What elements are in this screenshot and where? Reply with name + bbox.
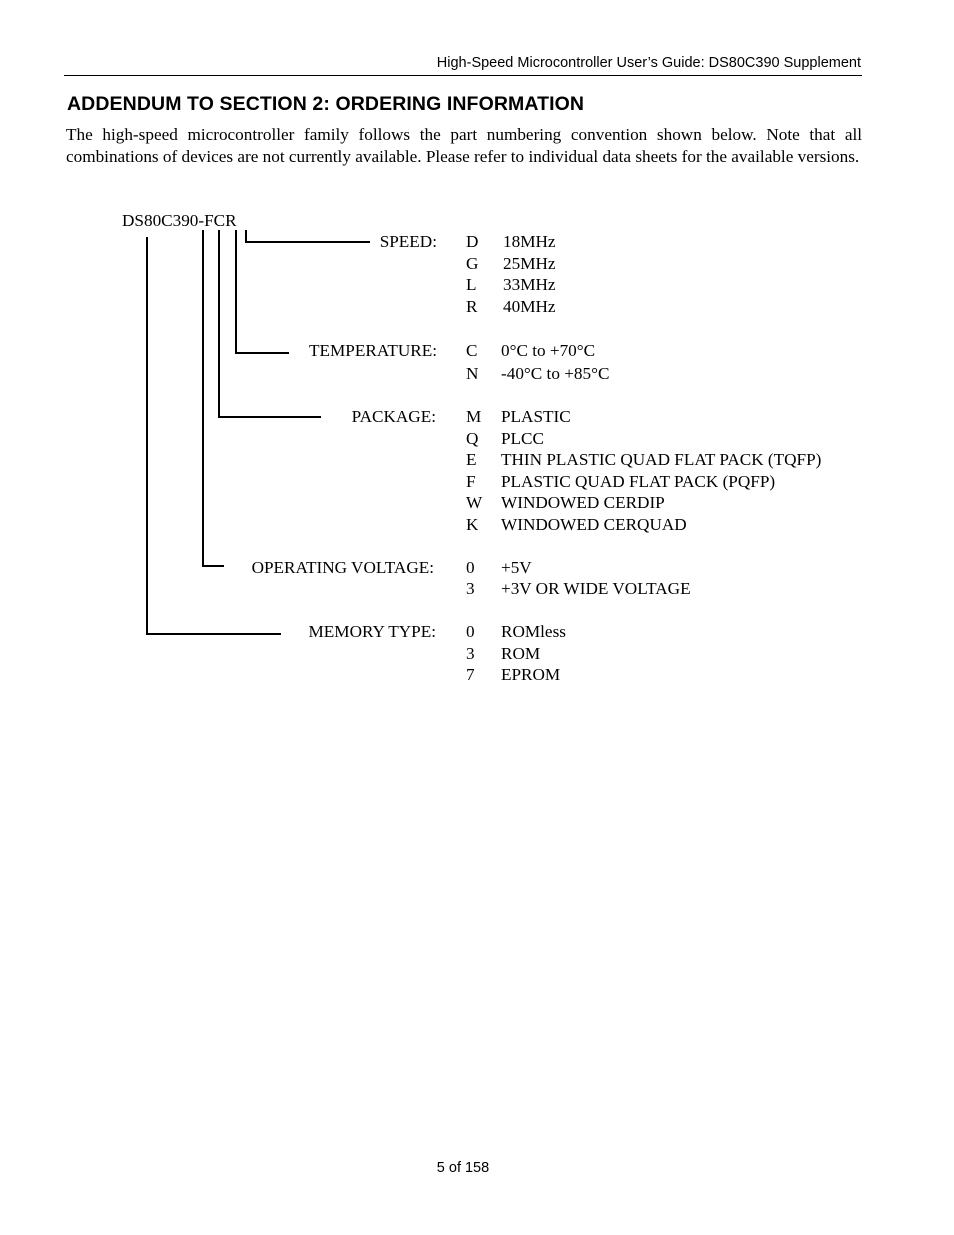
page-number: 5 of 158	[436, 1160, 490, 1176]
option-code: N	[466, 364, 479, 383]
option-desc: PLASTIC	[501, 407, 571, 426]
option-desc: +5V	[501, 558, 532, 577]
option-desc: PLASTIC QUAD FLAT PACK (PQFP)	[501, 472, 776, 491]
header-rule	[64, 75, 862, 76]
option-desc: 25MHz	[503, 254, 556, 273]
part-number: DS80C390-FCR	[122, 211, 237, 230]
option-desc: PLCC	[501, 429, 544, 448]
field-label-temperature: TEMPERATURE:	[309, 341, 437, 360]
section-title: ADDENDUM TO SECTION 2: ORDERING INFORMATION	[67, 93, 585, 115]
option-code: 0	[466, 622, 475, 641]
option-code: 7	[466, 665, 475, 684]
option-desc: WINDOWED CERDIP	[501, 493, 665, 512]
option-desc: -40°C to +85°C	[501, 364, 610, 383]
connector-voltage-vertical	[202, 230, 204, 566]
option-code: 3	[466, 644, 475, 663]
field-label-speed: SPEED:	[379, 232, 437, 251]
option-code: D	[466, 232, 479, 251]
option-code: C	[466, 341, 478, 360]
option-code: R	[466, 297, 478, 316]
option-desc: 33MHz	[503, 275, 556, 294]
option-code: E	[466, 450, 477, 469]
option-desc: 0°C to +70°C	[501, 341, 596, 360]
intro-paragraph: The high-speed microcontroller family follows the part numbering convention shown below. Note that all combinations of devices are not currently available. Please refer to individual data sheets for the available versions.	[66, 125, 862, 166]
option-code: 3	[466, 579, 475, 598]
option-code: K	[466, 515, 479, 534]
option-desc: ROM	[501, 644, 541, 663]
option-desc: EPROM	[501, 665, 561, 684]
option-code: M	[466, 407, 482, 426]
connector-package-vertical	[218, 230, 220, 417]
field-label-operating-voltage: OPERATING VOLTAGE:	[251, 558, 434, 577]
option-desc: THIN PLASTIC QUAD FLAT PACK (TQFP)	[501, 450, 822, 469]
option-code: 0	[466, 558, 475, 577]
option-code: F	[466, 472, 476, 491]
field-label-memory-type: MEMORY TYPE:	[308, 622, 436, 641]
option-desc: 40MHz	[503, 297, 556, 316]
option-desc: +3V OR WIDE VOLTAGE	[501, 579, 691, 598]
option-desc: WINDOWED CERQUAD	[501, 515, 687, 534]
header-title: High-Speed Microcontroller User’s Guide: DS80C390 Supplement	[436, 55, 861, 71]
field-label-package: PACKAGE:	[351, 407, 436, 426]
option-desc: ROMless	[501, 622, 566, 641]
option-code: G	[466, 254, 479, 273]
option-code: Q	[466, 429, 479, 448]
option-desc: 18MHz	[503, 232, 556, 251]
option-code: L	[466, 275, 477, 294]
option-code: W	[466, 493, 483, 512]
